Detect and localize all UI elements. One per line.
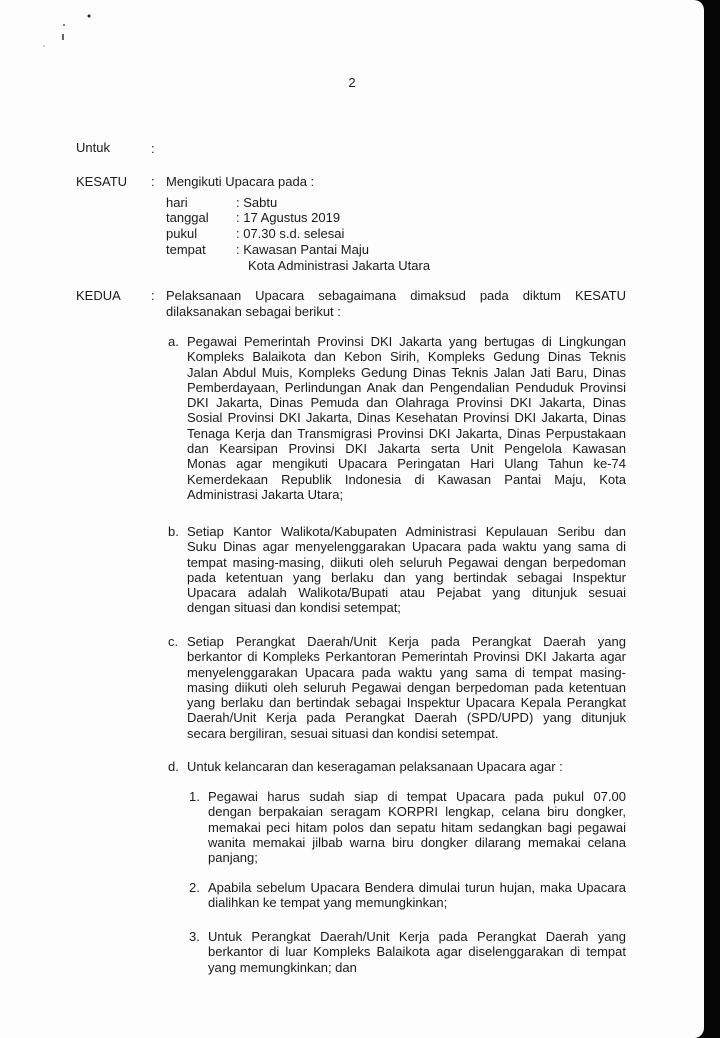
item-a-marker: a. — [168, 334, 179, 349]
item-a-line: Pegawai Pemerintah Provinsi DKI Jakarta yang bertugas di Lingkungan — [187, 334, 626, 349]
untuk-label: Untuk — [76, 140, 110, 155]
item-b-line: Setiap Kantor Walikota/Kabupaten Administrasi Kepulauan Seribu dan — [187, 524, 626, 539]
subitem-1-text — [208, 789, 626, 865]
item-a-line: Tenaga Kerja dan Transmigrasi Provinsi DKI Jakarta, Dinas Perpustakaan — [187, 425, 626, 441]
item-a-text — [187, 334, 626, 502]
schedule-value-hari: : Sabtu — [236, 195, 278, 210]
kesatu-intro: Mengikuti Upacara pada : — [166, 174, 315, 189]
item-b-line: Suku Dinas agar menyelenggarakan Upacara pada waktu yang sama di — [187, 539, 626, 555]
kedua-intro-line1: Pelaksanaan Upacara sebagaimana dimaksud pada diktum KESATU — [166, 288, 626, 303]
item-a-line: Jalan Abdul Muis, Kompleks Gedung Dinas Teknis Jalan Jati Baru, Dinas — [187, 364, 626, 380]
item-b-text — [187, 524, 626, 616]
item-c-line: Setiap Perangkat Daerah/Unit Kerja pada Perangkat Daerah yang — [187, 634, 626, 649]
schedule-value-pukul: : 07.30 s.d. selesai — [236, 226, 345, 241]
subitem-3-marker: 3. — [189, 929, 200, 944]
subitem-1-line: Pegawai harus sudah siap di tempat Upacara pada pukul 07.00 — [208, 789, 626, 804]
subitem-3-line: berkantor di luar Kompleks Balaikota agar diselenggarakan di tempat — [208, 944, 626, 960]
kedua-intro-line2: dilaksanakan sebagai berikut : — [166, 304, 341, 319]
untuk-colon: : — [151, 141, 155, 156]
item-d-line: Untuk kelancaran dan keseragaman pelaksanaan Upacara agar : — [187, 759, 563, 774]
subitem-1-line: wanita memakai jilbab warna biru dongker dilarang memakai celana — [208, 834, 626, 850]
subitem-1-line: dengan berpakaian seragam KORPRI lengkap, celana biru dongker, — [208, 804, 626, 820]
subitem-2-text — [208, 880, 626, 911]
item-b-marker: b. — [168, 524, 179, 539]
item-a-line: Pemberdayaan, Perlindungan Anak dan Pengendalian Penduduk Provinsi — [187, 379, 626, 395]
subitem-2-line: dialihkan ke tempat yang memungkinkan; — [208, 895, 448, 911]
item-b-line: pada ketentuan yang berlaku dan yang bertindak sebagai Inspektur — [187, 569, 626, 585]
item-a-line: Monas agar mengikuti Upacara Peringatan Hari Ulang Tahun ke-74 — [187, 456, 626, 472]
item-c-marker: c. — [168, 634, 179, 649]
kedua-label: KEDUA — [76, 288, 121, 303]
item-b-line: tempat masing-masing, diikuti oleh seluruh Pegawai dengan berpedoman — [187, 554, 626, 570]
item-b-line: Upacara adalah Walikota/Bupati atau Pejabat yang ditunjuk sesuai — [187, 585, 626, 601]
item-a-line: Administrasi Jakarta Utara; — [187, 486, 344, 502]
item-a-line: Kompleks Balaikota dan Kebon Sirih, Kompleks Gedung Dinas Teknis — [187, 349, 626, 365]
schedule-key-tanggal: tanggal — [166, 210, 209, 225]
item-a-line: dan Kearsipan Provinsi DKI Jakarta serta Unit Pengelola Kawasan — [187, 441, 626, 457]
schedule-value-tanggal: : 17 Agustus 2019 — [236, 210, 341, 225]
item-c-line: menyelenggarakan Upacara pada waktu yang sama di tempat masing- — [187, 664, 626, 680]
item-a-line: DKI Jakarta, Dinas Pemuda dan Olahraga Provinsi DKI Jakarta, Dinas — [187, 395, 626, 411]
item-d-text — [187, 759, 626, 774]
schedule-value-tempat-line2: Kota Administrasi Jakarta Utara — [248, 258, 431, 273]
scan-border — [704, 0, 720, 1038]
subitem-3-line: Untuk Perangkat Daerah/Unit Kerja pada Perangkat Daerah yang — [208, 929, 626, 944]
item-d-marker: d. — [168, 759, 179, 774]
subitem-2-line: Apabila sebelum Upacara Bendera dimulai turun hujan, maka Upacara — [208, 880, 626, 895]
subitem-1-line: memakai peci hitam polos dan sepatu hitam sedangkan bagi pegawai — [208, 819, 626, 835]
schedule-value-tempat: : Kawasan Pantai Maju — [236, 242, 369, 257]
schedule-key-hari: hari — [166, 195, 188, 210]
schedule-key-pukul: pukul — [166, 226, 198, 241]
subitem-1-line: panjang; — [208, 850, 258, 866]
item-a-line: Sosial Provinsi DKI Jakarta, Dinas Kesehatan Provinsi DKI Jakarta, Dinas — [187, 410, 626, 426]
schedule-key-tempat: tempat — [166, 242, 206, 257]
page-number: 2 — [348, 75, 356, 90]
scan-specks — [40, 8, 110, 58]
kesatu-label: KESATU — [76, 174, 128, 189]
item-b-line: dengan situasi dan kondisi setempat; — [187, 600, 401, 616]
item-c-line: masing diikuti oleh seluruh Pegawai dengan berpedoman pada ketentuan — [187, 679, 626, 695]
item-a-line: Kemerdekaan Republik Indonesia di Kawasan Pantai Maju, Kota — [187, 471, 626, 487]
subitem-2-marker: 2. — [189, 880, 200, 895]
subitem-3-text — [208, 929, 626, 975]
subitem-1-marker: 1. — [189, 789, 200, 804]
kedua-colon: : — [151, 288, 155, 303]
kesatu-colon: : — [151, 174, 155, 189]
item-c-line: berkantor di Kompleks Perkantoran Pemerintah Provinsi DKI Jakarta agar — [187, 649, 626, 665]
subitem-3-line: yang memungkinkan; dan — [208, 959, 357, 975]
item-c-line: secara bergiliran, sesuai situasi dan kondisi setempat. — [187, 725, 499, 741]
item-c-text — [187, 634, 626, 741]
item-c-line: Daerah/Unit Kerja pada Perangkat Daerah (SPD/UPD) yang ditunjuk — [187, 710, 626, 726]
item-c-line: yang berlaku dan bertindak sebagai Inspektur Upacara Kepala Perangkat — [187, 695, 626, 711]
